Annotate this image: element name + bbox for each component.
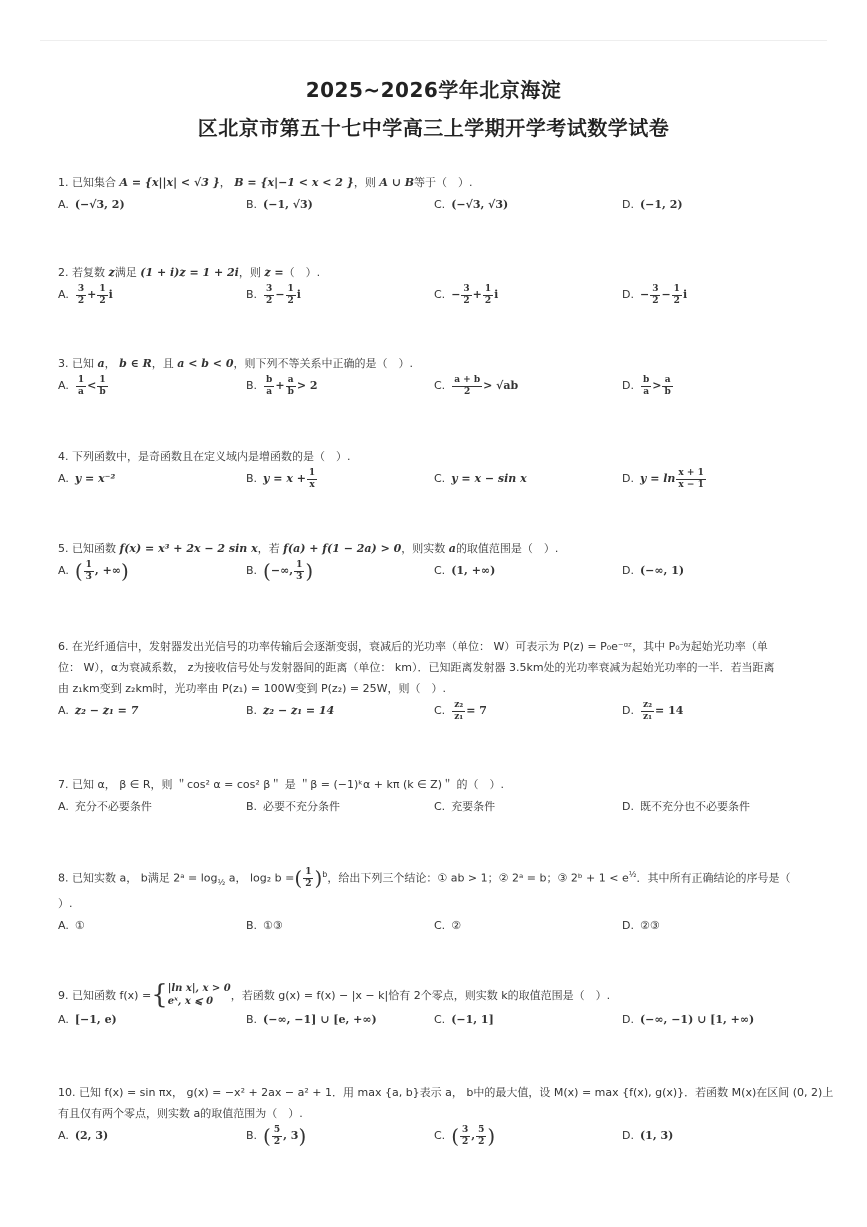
question-stem: 10. 已知 f(x) = sin πx， g(x) = −x² + 2ax − a² + 1．用 max {a, b}表示 a， b中的最大值，设 M(x) = max {f(x), g(x)}．若函数 M(x)在区间 (0, 2)上 有且仅有两个零点，则实数 a的取值范围为（ ）.: [58, 1086, 834, 1120]
option-a[interactable]: A. y = x⁻²: [58, 472, 116, 485]
option-d[interactable]: D. $\frac{\text{z₂}}{\text{z₁}}$ = 14: [622, 699, 684, 722]
options-row: [58, 795, 818, 821]
options-row: [58, 283, 818, 313]
option-b[interactable]: B. (−∞, −1] ∪ [e, +∞): [246, 1013, 377, 1026]
options-row: [58, 559, 818, 589]
option-b[interactable]: B. ①③: [246, 918, 283, 932]
option-d[interactable]: D. (−∞, 1): [622, 564, 685, 577]
question-3: [58, 353, 818, 404]
option-c[interactable]: C. $\frac{a + b}{2}$ > √ab: [434, 374, 519, 397]
option-a[interactable]: A. (−√3, 2): [58, 198, 125, 211]
question-stem: 9. 已知函数 f(x) = { |ln x|, x > 0 eˣ, x ⩽ 0 ，若函数 g(x) = f(x) − |x − k|恰有 2个零点，则实数 k的取值范围是（ ）.: [58, 979, 611, 1010]
question-stem: 6. 在光纤通信中，发射器发出光信号的功率传输后会逐渐变弱，衰减后的光功率（单位： W）可表示为 P(z) = P₀e⁻ᵅᶻ，其中 P₀为起始光功率（单 位： W），α为衰减系数， z为接收信号处与发射器间的距离（单位： km）．已知距离发射器 3.5km处的光功率衰减为起始光功率的一半．若当距离 由 z₁km变到 z₂km时，光功率由 P(z₁) = 100W变到 P(z₂) = 25W，则（ ）.: [58, 640, 775, 695]
option-a[interactable]: A. [−1, e): [58, 1013, 117, 1026]
question-stem: 4. 下列函数中，是奇函数且在定义域内是增函数的是（ ）.: [58, 450, 351, 463]
question-2: [58, 262, 818, 313]
option-c[interactable]: C. y = x − sin x: [434, 472, 527, 485]
option-c[interactable]: C. $\frac{\text{z₂}}{\text{z₁}}$ = 7: [434, 699, 487, 722]
options-row: [58, 374, 818, 404]
option-c[interactable]: C. 充要条件: [434, 800, 496, 813]
option-a[interactable]: A. ( $\frac{1}{3}$ , +∞): [58, 559, 129, 583]
option-c[interactable]: C. ②: [434, 918, 462, 932]
option-b[interactable]: B. z₂ − z₁ = 14: [246, 704, 335, 717]
question-4: [58, 446, 818, 497]
option-d[interactable]: D. − $\frac{3}{2}$ − $\frac{1}{2}$ i: [622, 283, 688, 306]
question-7: [58, 774, 818, 821]
option-a[interactable]: A. $\frac{1}{a}$ < $\frac{1}{b}$: [58, 374, 106, 397]
option-c[interactable]: C. (−√3, √3): [434, 198, 509, 211]
question-1: [58, 172, 818, 219]
exam-title-line2: 区北京市第五十七中学高三上学期开学考试数学试卷: [197, 116, 670, 140]
option-a[interactable]: A. (2, 3): [58, 1129, 109, 1142]
question-stem: 8. 已知实数 a， b满足 2ᵃ = $\log_{\frac{1}{2}} a$， log₂ b =( $\frac{1}{2}$ )$^b$，给出下列三个结论：① ab > 1；② 2ᵃ = b；③ 2ᵇ + $1 < e^{\frac{1}{2}}$．其中所有正确结论的序号是（ ）.: [58, 866, 791, 910]
option-d[interactable]: D. (−∞, −1) ∪ [1, +∞): [622, 1013, 755, 1026]
option-c[interactable]: C. (1, +∞): [434, 564, 496, 577]
option-b[interactable]: B. (−1, √3): [246, 198, 313, 211]
option-b[interactable]: B. 必要不充分条件: [246, 800, 341, 813]
option-d[interactable]: D. ②③: [622, 918, 660, 932]
question-stem: 1. 已知集合 A = {x||x| < √3 }， B = {x|−1 < x < 2 }，则 A ∪ B等于（ ）.: [58, 176, 473, 189]
question-5: [58, 538, 818, 589]
option-b[interactable]: B. $\frac{3}{2}$ − $\frac{1}{2}$ i: [246, 283, 301, 306]
option-b[interactable]: B. y = x + $\frac{1}{x}$: [246, 467, 316, 490]
question-6: [58, 636, 818, 729]
option-c[interactable]: C. ( $\frac{3}{2}$ , $\frac{5}{2}$ ): [434, 1124, 496, 1148]
option-a[interactable]: A. ①: [58, 918, 85, 932]
question-stem: 7. 已知 α， β ∈ R，则 ＂cos² α = cos² β＂ 是 ＂β = (−1)ᵏα + kπ (k ∈ Z)＂ 的（ ）.: [58, 778, 505, 791]
option-a[interactable]: A. z₂ − z₁ = 7: [58, 704, 139, 717]
options-row: [58, 467, 818, 497]
options-row: [58, 1124, 818, 1154]
option-d[interactable]: D. y = ln $\frac{x + 1}{x - 1}$: [622, 467, 704, 490]
option-c[interactable]: C. (−1, 1]: [434, 1013, 494, 1026]
option-b[interactable]: B. (−∞, $\frac{1}{3}$ ): [246, 559, 314, 583]
exam-title-line1: 2025~2026学年北京海淀: [305, 78, 562, 102]
option-b[interactable]: B. $\frac{b}{a}$ + $\frac{a}{b}$ > 2: [246, 374, 318, 397]
option-d[interactable]: D. 既不充分也不必要条件: [622, 800, 750, 813]
question-stem: 2. 若复数 z满足 (1 + i)z = 1 + 2i，则 z =（ ）.: [58, 266, 321, 279]
option-c[interactable]: C. − $\frac{3}{2}$ + $\frac{1}{2}$ i: [434, 283, 499, 306]
option-d[interactable]: D. $\frac{b}{a}$ > $\frac{a}{b}$: [622, 374, 671, 397]
options-row: [58, 193, 818, 219]
question-10: [58, 1082, 834, 1154]
options-row: [58, 699, 818, 729]
question-stem: 3. 已知 a， b ∈ R，且 a < b < 0，则下列不等关系中正确的是（ ）.: [58, 357, 414, 370]
option-d[interactable]: D. (1, 3): [622, 1129, 674, 1142]
question-stem: 5. 已知函数 f(x) = x³ + 2x − 2 sin x，若 f(a) + f(1 − 2a) > 0，则实数 a的取值范围是（ ）.: [58, 542, 559, 555]
question-8: [58, 864, 818, 940]
top-divider: [40, 40, 827, 41]
options-row: [58, 1008, 818, 1034]
option-a[interactable]: A. $\frac{3}{2}$ + $\frac{1}{2}$ i: [58, 283, 113, 306]
option-d[interactable]: D. (−1, 2): [622, 198, 683, 211]
question-9: [58, 979, 818, 1034]
option-b[interactable]: B. ( $\frac{5}{2}$ , 3): [246, 1124, 307, 1148]
options-row: [58, 914, 818, 940]
option-a[interactable]: A. 充分不必要条件: [58, 800, 152, 813]
